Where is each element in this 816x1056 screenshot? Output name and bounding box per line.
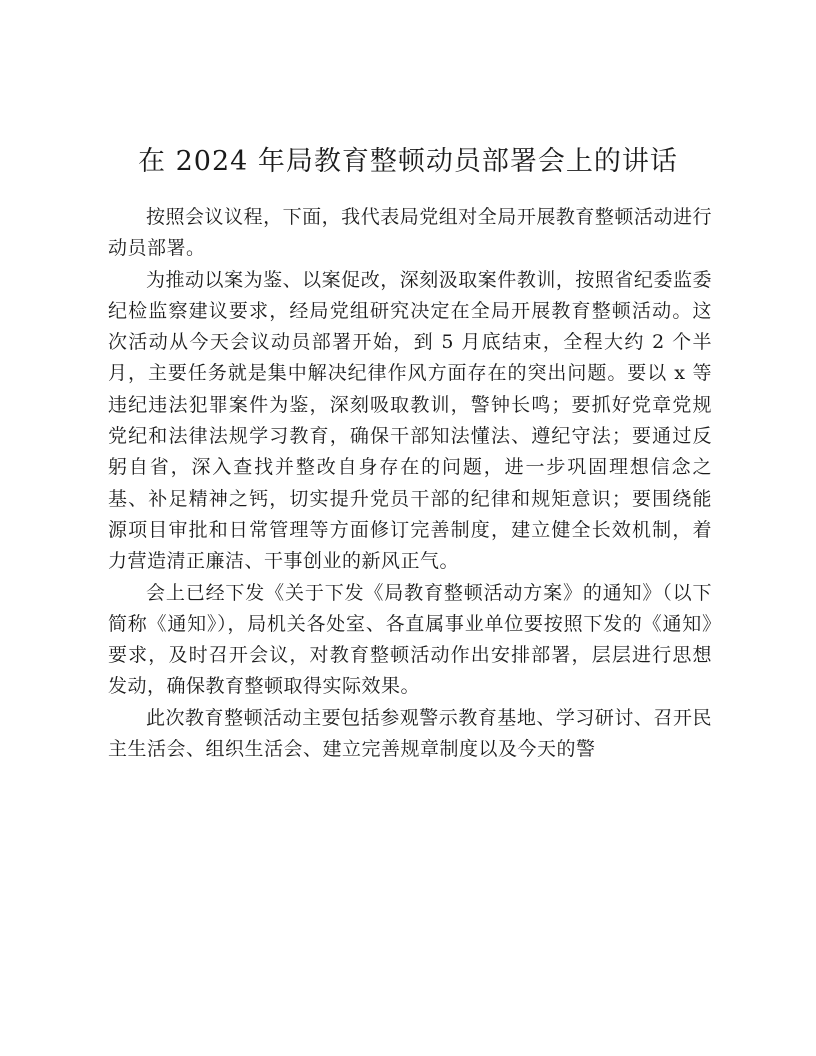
paragraph-3: 会上已经下发《关于下发《局教育整顿活动方案》的通知》（以下简称《通知》），局机关各处室、各直属事业单位要按照下发的《通知》要求，及时召开会议，对教育整顿活动作出安排部署，层层进行思想发动，确保教育整顿取得实际效果。 (108, 581, 712, 698)
document-title: 在 2024 年局教育整顿动员部署会上的讲话 (138, 146, 678, 177)
document-body (108, 202, 712, 765)
paragraph-1: 按照会议议程，下面，我代表局党组对全局开展教育整顿活动进行动员部署。 (108, 206, 712, 260)
paragraph-4: 此次教育整顿活动主要包括参观警示教育基地、学习研讨、召开民主生活会、组织生活会、建立完善规章制度以及今天的警 (108, 706, 712, 761)
paragraph-2: 为推动以案为鉴、以案促改，深刻汲取案件教训，按照省纪委监委纪检监察建议要求，经局党组研究决定在全局开展教育整顿活动。这次活动从今天会议动员部署开始，到 5 月底结束，全程大约 2 个半月，主要任务就是集中解决纪律作风方面存在的突出问题。要以 x 等违纪违法犯罪案件为鉴，深刻吸取教训，警钟长鸣；要抓好党章党规党纪和法律法规学习教育，确保干部知法懂法、遵纪守法；要通过反躬自省，深入查找并整改自身存在的问题，进一步巩固理想信念之基、补足精神之钙，切实提升党员干部的纪律和规矩意识；要围绕能源项目审批和日常管理等方面修订完善制度，建立健全长效机制，着力营造清正廉洁、干事创业的新风正气。 (108, 268, 712, 573)
